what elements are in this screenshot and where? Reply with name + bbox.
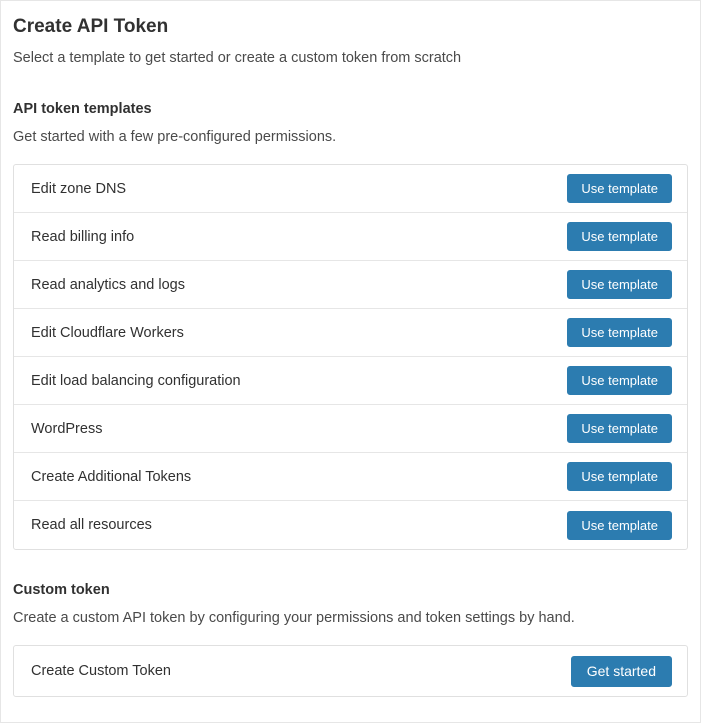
templates-card: [13, 164, 688, 550]
template-label: WordPress: [31, 420, 103, 437]
custom-token-card: [13, 645, 688, 697]
use-template-button[interactable]: Use template: [567, 511, 672, 540]
template-row: [14, 165, 687, 213]
use-template-button[interactable]: Use template: [567, 462, 672, 491]
template-row: [14, 453, 687, 501]
use-template-button[interactable]: Use template: [567, 222, 672, 251]
custom-token-section: [13, 580, 688, 697]
custom-token-row: [14, 646, 687, 696]
template-row: [14, 261, 687, 309]
templates-description: Get started with a few pre-configured permissions.: [13, 129, 337, 145]
template-label: Edit load balancing configuration: [31, 372, 241, 389]
template-row: [14, 405, 687, 453]
use-template-button[interactable]: Use template: [567, 318, 672, 347]
template-row: [14, 357, 687, 405]
template-label: Read billing info: [31, 228, 135, 245]
use-template-button[interactable]: Use template: [567, 174, 672, 203]
page-title: Create API Token: [13, 16, 169, 37]
use-template-button[interactable]: Use template: [567, 366, 672, 395]
template-label: Read analytics and logs: [31, 276, 185, 293]
page-subtitle: Select a template to get started or create a custom token from scratch: [13, 50, 462, 66]
template-row: [14, 213, 687, 261]
get-started-button[interactable]: Get started: [571, 656, 672, 687]
template-label: Edit zone DNS: [31, 180, 127, 197]
template-label: Read all resources: [31, 517, 152, 533]
template-row: [14, 501, 687, 549]
templates-heading: API token templates: [13, 101, 152, 117]
use-template-button[interactable]: Use template: [567, 270, 672, 299]
use-template-button[interactable]: Use template: [567, 414, 672, 443]
template-label: Edit Cloudflare Workers: [31, 324, 184, 341]
api-token-templates-section: [13, 99, 688, 550]
template-row: [14, 309, 687, 357]
template-label: Create Additional Tokens: [31, 468, 192, 485]
custom-token-description: Create a custom API token by configuring your permissions and token settings by hand.: [13, 610, 575, 626]
custom-token-heading: Custom token: [13, 582, 110, 598]
custom-token-label: Create Custom Token: [31, 663, 171, 679]
